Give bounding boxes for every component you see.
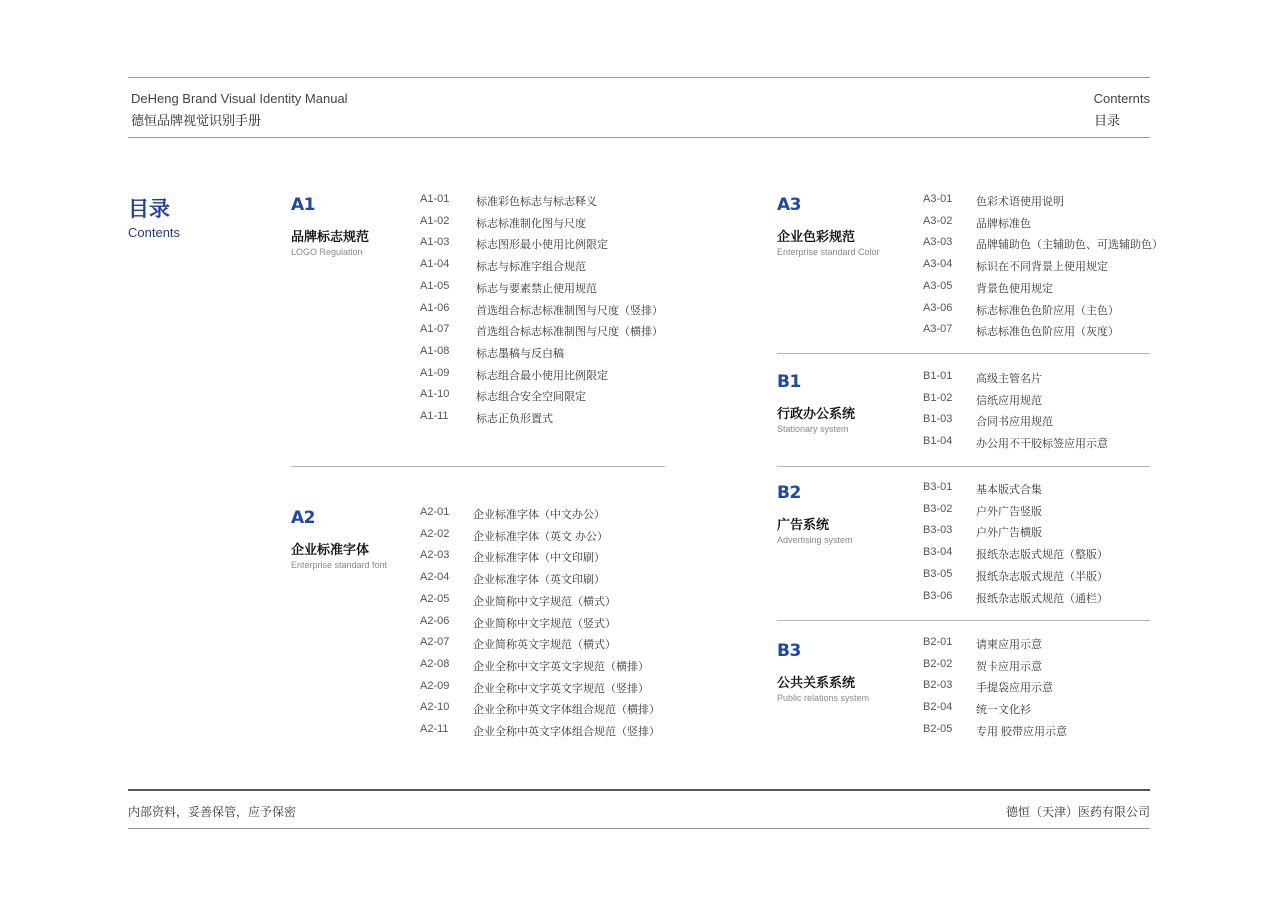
toc-entry-label: 高级主管名片 xyxy=(976,373,1042,385)
toc-entry-code: B1-01 xyxy=(923,370,953,382)
toc-entry-code: A1-06 xyxy=(420,301,450,314)
footer-top-rule xyxy=(128,789,1150,791)
toc-entry-label: 企业全称中文字英文字规范（横排） xyxy=(473,660,649,673)
toc-entry-code: A3-02 xyxy=(923,214,953,227)
section-b2-code: B2 xyxy=(777,483,801,503)
toc-entry-code: A2-11 xyxy=(420,723,449,735)
footer-company-name: 德恒（天津）医药有限公司 xyxy=(1005,805,1150,819)
section-a3-name: 企业色彩规范 xyxy=(777,229,856,244)
toc-entry-label: 色彩术语使用说明 xyxy=(976,196,1064,208)
toc-entry-label: 标志与标准字组合规范 xyxy=(476,261,586,274)
toc-entry-label: 统一文化衫 xyxy=(976,704,1031,717)
toc-entry-code: B1-04 xyxy=(923,435,953,448)
header-top-rule xyxy=(128,77,1150,78)
toc-entry-label: 标志与要素禁止使用规范 xyxy=(476,282,597,295)
toc-entry-label: 企业全称中英文字体组合规范（竖排） xyxy=(473,726,660,738)
toc-entry-label: 标准彩色标志与标志释义 xyxy=(476,196,597,208)
toc-entry-label: 办公用不干胶标签应用示意 xyxy=(976,438,1108,451)
toc-entry-label: 合同书应用规范 xyxy=(976,416,1053,429)
toc-entry-code: A1-05 xyxy=(420,279,450,292)
toc-entry-code: A2-04 xyxy=(420,571,450,584)
toc-entry-label: 背景色使用规定 xyxy=(976,282,1053,295)
section-a1-name: 品牌标志规范 xyxy=(291,229,370,244)
section-a3-code: A3 xyxy=(777,195,801,215)
manual-title-cn: 德恒品牌视觉识别手册 xyxy=(131,113,262,128)
toc-entry-code: A1-07 xyxy=(420,323,450,336)
toc-entry-label: 企业简称中文字规范（横式） xyxy=(473,595,616,608)
footer-confidential-note: 内部资料，妥善保管，应予保密 xyxy=(128,805,297,819)
section-b3-name: 公共关系系统 xyxy=(777,675,856,690)
header-bottom-rule xyxy=(128,137,1150,138)
toc-entry-code: B1-02 xyxy=(923,391,953,404)
toc-entry-label: 请柬应用示意 xyxy=(976,639,1042,651)
toc-entry-label: 标志图形最小使用比例限定 xyxy=(476,239,608,252)
section-b2-name: 广告系统 xyxy=(777,517,830,532)
header-section-en: Conternts xyxy=(1093,91,1150,106)
toc-entry-code: A2-07 xyxy=(420,636,450,649)
toc-entry-code: A2-02 xyxy=(420,527,450,540)
toc-entry-code: B3-02 xyxy=(923,502,953,515)
toc-entry-code: B3-01 xyxy=(923,481,953,493)
section-b1-name-en: Stationary system xyxy=(777,424,849,434)
section-b3-name-en: Public relations system xyxy=(777,693,870,703)
toc-entry-code: A3-06 xyxy=(923,301,953,314)
toc-entry-code: B1-03 xyxy=(923,413,953,426)
toc-entry-code: A2-09 xyxy=(420,679,450,692)
section-a2-name-en: Enterprise standard font xyxy=(291,560,388,570)
toc-entry-label: 专用 胶带应用示意 xyxy=(976,725,1068,738)
toc-entry-label: 企业简称中文字规范（竖式） xyxy=(473,617,616,630)
toc-entry-label: 品牌辅助色（主辅助色、可选辅助色） xyxy=(976,239,1163,252)
section-b1-name: 行政办公系统 xyxy=(777,406,856,421)
toc-entry-label: 标志组合最小使用比例限定 xyxy=(476,369,608,382)
toc-entry-code: A2-10 xyxy=(420,701,450,714)
toc-entry-code: A2-05 xyxy=(420,592,450,605)
toc-entry-label: 信纸应用规范 xyxy=(976,394,1042,407)
toc-entry-label: 报纸杂志版式规范（通栏） xyxy=(976,592,1108,605)
toc-entry-code: A1-11 xyxy=(420,410,449,422)
toc-entry-label: 标识在不同背景上使用规定 xyxy=(976,261,1108,274)
toc-entry-label: 户外广告竖版 xyxy=(976,505,1042,518)
toc-entry-code: B2-01 xyxy=(923,636,953,648)
toc-entry-label: 标志墨稿与反白稿 xyxy=(476,347,564,360)
toc-subtitle: Contents xyxy=(128,225,181,240)
toc-entry-code: A1-01 xyxy=(420,193,450,205)
toc-entry-label: 企业标准字体（英文印刷） xyxy=(473,574,605,587)
toc-entry-label: 标志标准色色阶应用（灰度） xyxy=(976,326,1119,339)
section-a2-name: 企业标准字体 xyxy=(291,542,370,557)
toc-entry-label: 企业标准字体（中文办公） xyxy=(473,509,605,521)
toc-entry-label: 标志正负形置式 xyxy=(476,413,553,425)
toc-entry-label: 首选组合标志标准制图与尺度（横排） xyxy=(476,326,663,339)
toc-entry-code: A3-04 xyxy=(923,258,953,271)
header-section-cn: 目录 xyxy=(1093,113,1120,128)
section-a1-divider xyxy=(291,466,665,467)
toc-entry-code: A2-01 xyxy=(420,506,450,518)
toc-entry-code: B2-02 xyxy=(923,657,953,670)
toc-entry-label: 企业全称中文字英文字规范（竖排） xyxy=(473,682,649,695)
toc-entry-code: A1-03 xyxy=(420,236,450,249)
toc-entry-label: 户外广告横版 xyxy=(976,527,1042,540)
section-b2-name-en: Advertising system xyxy=(777,535,853,545)
toc-entry-label: 企业标准字体（英文 办公） xyxy=(473,530,609,543)
section-a2-code: A2 xyxy=(291,508,315,528)
toc-entry-label: 报纸杂志版式规范（整版） xyxy=(976,549,1108,562)
toc-entry-label: 企业全称中英文字体组合规范（横排） xyxy=(473,704,660,717)
toc-entry-label: 标志标准制化图与尺度 xyxy=(476,217,586,230)
section-a1-name-en: LOGO Regulation xyxy=(291,247,363,257)
toc-entry-code: B2-03 xyxy=(923,679,953,692)
section-b3-code: B3 xyxy=(777,641,801,661)
section-a3-name-en: Enterprise standard Color xyxy=(777,247,880,257)
toc-entry-code: A1-09 xyxy=(420,366,450,379)
toc-entry-code: A3-01 xyxy=(923,193,953,205)
section-b1-divider xyxy=(777,466,1150,467)
toc-entry-code: B3-06 xyxy=(923,589,953,602)
footer-bottom-rule xyxy=(128,828,1150,829)
toc-entry-code: B2-04 xyxy=(923,701,953,714)
manual-title-en: DeHeng Brand Visual Identity Manual xyxy=(131,91,348,106)
section-a3-divider xyxy=(777,353,1150,354)
toc-entry-code: A1-02 xyxy=(420,214,450,227)
section-a1-code: A1 xyxy=(291,195,315,215)
toc-entry-label: 首选组合标志标准制图与尺度（竖排） xyxy=(476,304,663,317)
toc-entry-code: A3-03 xyxy=(923,236,953,249)
toc-entry-code: A2-03 xyxy=(420,549,450,562)
toc-entry-label: 标志组合安全空间限定 xyxy=(476,391,586,404)
section-b1-code: B1 xyxy=(777,372,801,392)
toc-entry-code: A3-07 xyxy=(923,323,953,336)
toc-entry-label: 手提袋应用示意 xyxy=(976,682,1053,695)
toc-title: 目录 xyxy=(128,198,170,221)
toc-entry-code: B2-05 xyxy=(923,722,953,735)
toc-entry-label: 标志标准色色阶应用（主色） xyxy=(976,304,1119,317)
toc-entry-code: A3-05 xyxy=(923,279,953,292)
toc-entry-label: 企业标准字体（中文印刷） xyxy=(473,552,605,565)
toc-entry-label: 报纸杂志版式规范（半版） xyxy=(976,570,1108,583)
toc-entry-code: B3-03 xyxy=(923,524,953,537)
toc-entry-code: A1-10 xyxy=(420,388,450,401)
toc-entry-label: 基本版式合集 xyxy=(976,484,1042,496)
toc-entry-code: A2-06 xyxy=(420,614,450,627)
toc-entry-code: A2-08 xyxy=(420,657,450,670)
toc-entry-label: 企业简称英文字规范（横式） xyxy=(473,639,616,652)
toc-entry-code: B3-05 xyxy=(923,567,953,580)
toc-entry-label: 贺卡应用示意 xyxy=(976,660,1042,673)
section-b2-divider xyxy=(777,620,1150,621)
toc-entry-code: B3-04 xyxy=(923,546,953,559)
toc-entry-label: 品牌标准色 xyxy=(976,217,1031,230)
toc-entry-code: A1-04 xyxy=(420,258,450,271)
toc-entry-code: A1-08 xyxy=(420,344,450,357)
